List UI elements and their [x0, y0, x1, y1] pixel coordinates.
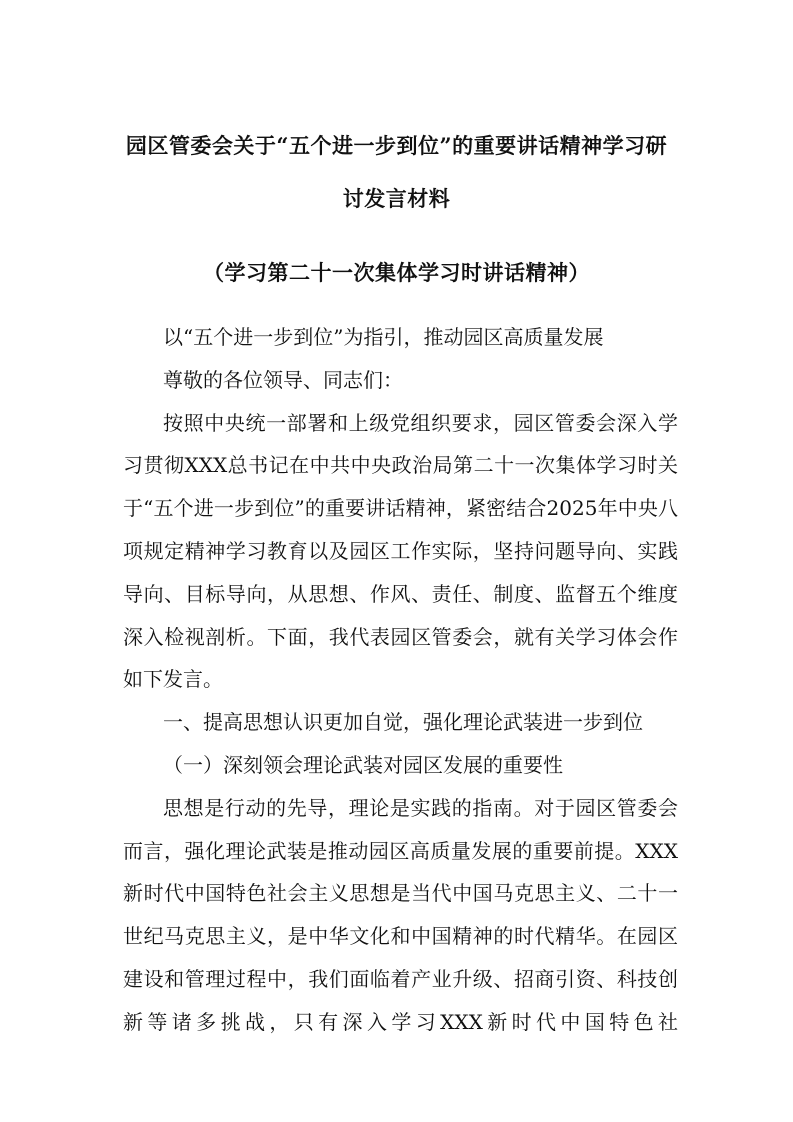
section-body-paragraph: 思想是行动的先导，理论是实践的指南。对于园区管委会而言，强化理论武装是推动园区高质量发展的重要前提。XXX新时代中国特色社会主义思想是当代中国马克思主义、二十一世纪马克思主义，是中华文化和中国精神的时代精华。在园区建设和管理过程中，我们面临着产业升级、招商引资、科技创新等诸多挑战，只有深入学习XXX新时代中国特色社 [123, 795, 678, 1034]
document-title-line-2: 讨发言材料 [342, 186, 451, 211]
document-title-line-1: 园区管委会关于“五个进一步到位”的重要讲话精神学习研 [125, 133, 668, 158]
section-heading: 一、提高思想认识更加自觉，强化理论武装进一步到位 [163, 710, 643, 735]
body-heading-paragraph: 以“五个进一步到位”为指引，推动园区高质量发展 [163, 325, 604, 349]
document-body [123, 316, 678, 1044]
intro-paragraph: 按照中央统一部署和上级党组织要求，园区管委会深入学习贯彻XXX总书记在中共中央政治局第二十一次集体学习时关于“五个进一步到位”的重要讲话精神，紧密结合2025年中央八项规定精神学习教育以及园区工作实际，坚持问题导向、实践导向、目标导向，从思想、作风、责任、制度、监督五个维度深入检视剖析。下面，我代表园区管委会，就有关学习体会作如下发言。 [123, 410, 678, 692]
document-subtitle: （学习第二十一次集体学习时讲话精神） [203, 260, 590, 285]
salutation-paragraph: 尊敬的各位领导、同志们： [163, 367, 403, 392]
subsection-heading: （一）深刻领会理论武装对园区发展的重要性 [163, 752, 563, 777]
